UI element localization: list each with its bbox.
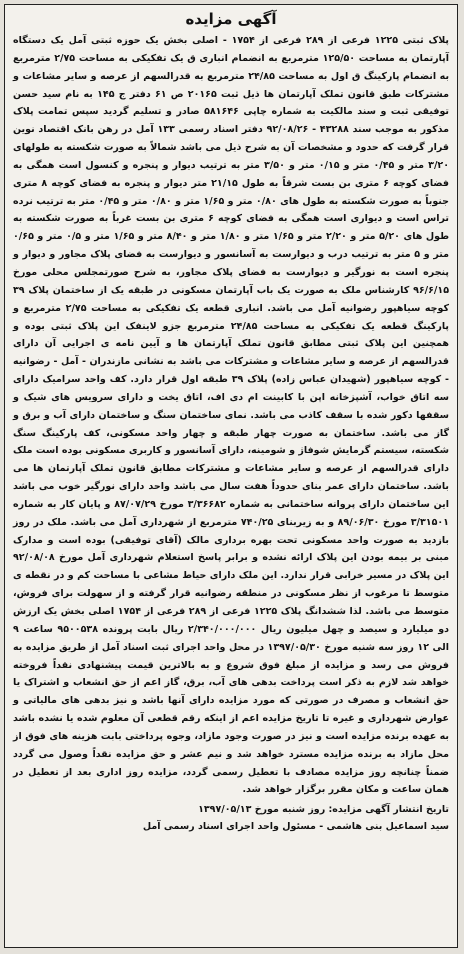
- auction-notice: [4, 4, 458, 948]
- publish-date: تاریخ انتشار آگهی مزایده: روز شنبه مورخ ۱۳۹۷/۰۵/۱۳: [198, 804, 449, 816]
- notice-body: پلاک ثبتی ۱۲۲۵ فرعی از ۲۸۹ فرعی از ۱۷۵۴ - اصلی بخش یک حوزه ثبتی آمل یک دستگاه آپارتمان به مساحت ۱۲۵/۵۰ مترمربع به انضمام انباری ق یک تفکیکی به مساحت ۲/۷۵ مترمربع به انضمام پارکینگ ق اول به مساحت ۲۴/۸۵ مترمربع به قدرالسهم از عرصه و سایر مشاعات و مشترکات طبق قانون تملک آپارتمان ها ذیل ثبت ۲۰۱۶۵ ص ۶۱ دفتر ج ۱۴۵ به نام سید حسن توفیقی ثبت و سند مالکیت به شماره چاپی ۵۸۱۶۴۶ صادر و تسلیم گردید سپس تمامت پلاک مذکور به موجب سند ۴۳۲۸۸ - ۹۲/۰۸/۲۶ دفتر اسناد رسمی ۱۳۳ آمل در رهن بانک اقتصاد نوین قرار گرفت که حدود و مشخصات آن به شرح ذیل می باشد شمالاً به صورت شکسته به طولهای ۳/۲۰ متر و ۰/۴۵ متر و ۰/۱۵ متر و ۳/۵۰ متر به ترتیب دیوار و پنجره و کنسول است همگی به فضای کوچه ۶ متری بن بست شرقاً به طول ۲۱/۱۵ متر دیوار و پنجره به فضای کوچه ۸ متری جنوباً به صورت شکسته به طول های ۰/۸۰ متر و ۱/۶۵ متر و ۰/۸۰ متر و ۰/۴۵ متر به ترتیب نرده تراس است و دیواری است همگی به فضای کوچه ۶ متری بن بست غرباً به صورت شکسته به طول های ۵/۲۰ متر و ۲/۲۰ متر و ۱/۶۵ متر و ۱/۸۰ متر و ۸/۴۰ متر و ۱/۶۵ متر و ۰/۵ متر و ۰/۶۵ متر و ۵ متر به ترتیب درب و دیوارست به آسانسور و دیوارست به فضای پلاک مجاور و دیوار و پنجره است به نورگیر و دیوارست به فضای پلاک مجاور، به شرح صورتمجلس محلی مورخ ۹۶/۶/۱۵ کارشناس ملک به صورت یک باب آپارتمان مسکونی در طبقه یک از ساختمان پلاک ۳۹ کوچه سیاهپور رضوانیه آمل می باشد. انباری قطعه یک تفکیکی به مساحت ۲/۷۵ مترمربع و پارکینگ قطعه یک تفکیکی به مساحت ۲۴/۸۵ مترمربع جزو لاینفک این پلاک ثبتی بوده و همچنین این پلاک ثبتی مطابق قانون تملک آپارتمان ها و آیین نامه ی اجرایی آن دارای قدرالسهم از عرصه و سایر مشاعات و مشترکات می باشد به نشانی مازندران - آمل - رضوانیه - کوچه سیاهپور (شهیدان عباس زاده) پلاک ۳۹ طبقه اول قرار دارد. کف واحد سرامیک دارای سه اتاق خواب، آشپزخانه اپن با کابینت ام دی اف، اتاق یخت و دارای سرویس های شیک و سقفها دکور شده با سقف کاذب می باشد. نمای ساختمان سنگ و ساختمان دارای آب و برق و گاز می باشد. ساختمان به صورت چهار طبقه و چهار واحد مسکونی، کف پارکینگ سنگ شکسته، سیستم گرمایش شوفاژ و شومینه، دارای آسانسور و کاربری مسکونی بوده است ملک دارای قدرالسهم از عرصه و سایر مشاعات و مشترکات مطابق قانون تملک آپارتمان ها می باشد. ساختمان دارای عمر بنای حدوداً هفت سال می باشد واحد دارای نورگیر خوب می باشد این ساختمان دارای پروانه ساختمانی به شماره ۳/۳۶۶۸۲ مورخ ۸۷/۰۷/۲۹ و پایان کار به شماره ۳/۳۱۵۰۱ مورخ ۸۹/۰۶/۳۰ و به زیربنای ۷۴۰/۲۵ مترمربع از شهرداری آمل می باشد. ملک در روز بازدید به صورت واحد مسکونی تحت بهره برداری مالک (آقای توفیقی) بوده است و مدارک مبنی بر بیمه بودن این پلاک ارائه نشده و برابر پاسخ استعلام شهرداری آمل مورخ ۹۲/۰۸/۰۸ این پلاک در مسیر خرابی قرار ندارد. این ملک دارای حیاط مشاعی با مساحت کم و در نقطه ی متوسط تا مرغوب از نظر مسکونی در منطقه رضوانیه قرار گرفته و از سهولت برای فروش، متوسط می باشد. لذا ششدانگ پلاک ۱۲۲۵ فرعی از ۲۸۹ فرعی از ۱۷۵۴ اصلی بخش یک ارزش دو میلیارد و سیصد و چهل میلیون ریال ۲/۳۴۰/۰۰۰/۰۰۰ ریال بابت پرونده ۹۵۰۰۵۳۸ ساعت ۹ الی ۱۲ روز سه شنبه مورخ ۱۳۹۷/۰۵/۳۰ در محل واحد اجرای ثبت اسناد آمل از طریق مزایده به فروش می رسد و مزایده از مبلغ فوق شروع و به بالاترین قیمت پیشنهادی نقداً فروخته خواهد شد لازم به ذکر است پرداخت بدهی های آب، برق، گاز اعم از حق انشعاب و اشتراک یا حق انشعاب و مصرف در صورتی که مورد مزایده دارای آنها باشد و نیز بدهی های مالیاتی و عوارض شهرداری و غیره تا تاریخ مزایده اعم از اینکه رقم قطعی آن معلوم شده یا نشده باشد به عهده برنده مزایده است و نیز در صورت وجود مازاد، وجوه پرداختی بابت هزینه های فوق از محل مازاد به برنده مزایده مسترد خواهد شد و نیم عشر و حق مزایده نقداً وصول می گردد ضمناً چنانچه روز مزایده مصادف با تعطیل رسمی گردد، مزایده روز اداری بعد از تعطیل در همان ساعت و مکان مقرر برگزار خواهد شد.: [13, 35, 450, 796]
- notice-footer: [13, 801, 449, 835]
- notice-title: آگهی مزایده: [185, 10, 277, 28]
- signature-line: سید اسماعیل بنی هاشمی - مسئول واحد اجرای اسناد رسمی آمل: [142, 821, 449, 833]
